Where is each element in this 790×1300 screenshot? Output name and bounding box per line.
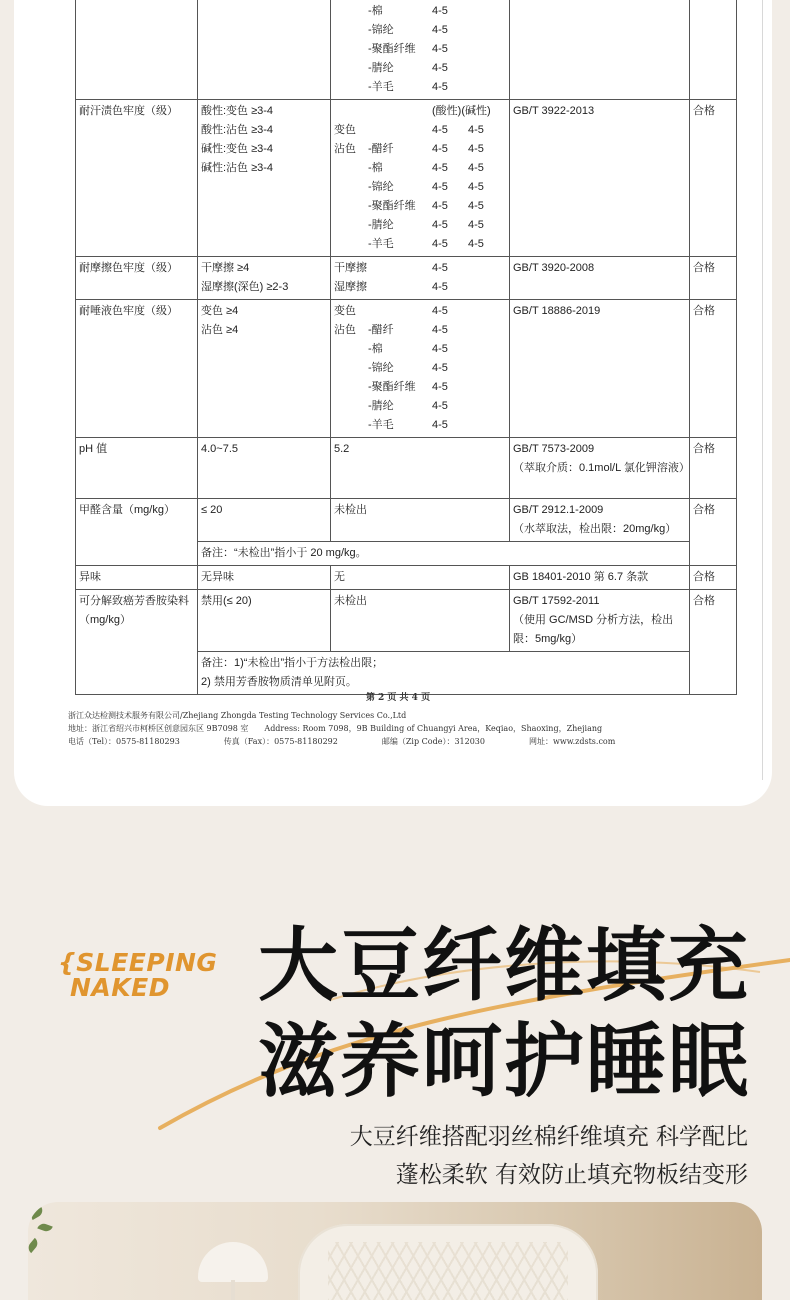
plant-leaf-icon: [28, 1238, 40, 1253]
standard-cell: GB 18401-2010 第 6.7 条款: [510, 566, 690, 590]
address-line: 地址：浙江省绍兴市柯桥区创意园东区 9B7098 室 Address: Room 7098，9B Building of Chuangyi Area，Keqiao，Shaoxing，Zhejiang: [68, 724, 603, 733]
headline-line-1: 大豆纤维填充: [258, 919, 750, 1012]
verdict-cell: 合格: [690, 257, 737, 300]
contact-line: 电话（Tel）：0575-81180293 传真（Fax）：0575-81180292 邮编（Zip Code）：312030 网址：www.zdsts.com: [68, 737, 616, 746]
pillow-knit-texture: [328, 1242, 568, 1300]
table-row: [76, 257, 737, 300]
item-name: 异味: [76, 566, 198, 590]
hero-section: [0, 880, 790, 1210]
headline: [258, 918, 750, 1110]
note-cell: 备注：1)“未检出”指小于方法检出限； 2) 禁用芳香胺物质清单见附页。: [198, 652, 690, 695]
requirement-cell: 变色 ≥4 沾色 ≥4: [198, 300, 331, 438]
verdict-cell: 合格: [690, 499, 737, 566]
verdict-cell: 合格: [690, 300, 737, 438]
result-cell: (酸性)(碱性) 变色 4-5 4-5 沾色 -醋纤 4-5 4-5 -棉 4-5 4-5 -锦纶 4-5 4-5 -聚酯纤维 4-5 4-5 -腈纶 4-5 4-5 -羊毛 4-5 4-5: [331, 100, 510, 257]
result-cell: 5.2: [331, 438, 510, 499]
subtext-line-2: 蓬松柔软 有效防止填充物板结变形: [395, 1162, 748, 1188]
result-cell: 无: [331, 566, 510, 590]
table-row: [76, 566, 737, 590]
item-name: 耐汗渍色牢度（级）: [76, 100, 198, 257]
result-cell: 未检出: [331, 590, 510, 652]
table-row: [76, 499, 737, 542]
item-name: 耐摩擦色牢度（级）: [76, 257, 198, 300]
report-footer: [68, 690, 728, 748]
subtext: [350, 1118, 748, 1194]
page-number: 第 2 页 共 4 页: [365, 693, 431, 703]
requirement-cell: 无异味: [198, 566, 331, 590]
headline-line-2: 滋养呵护睡眠: [258, 1015, 750, 1108]
verdict-cell: 合格: [690, 590, 737, 695]
item-name: 耐唾液色牢度（级）: [76, 300, 198, 438]
table-row: [76, 590, 737, 652]
item-name: pH 值: [76, 438, 198, 499]
standard-cell: GB/T 3920-2008: [510, 257, 690, 300]
table-row: -棉 4-5 -锦纶 4-5 -聚酯纤维 4-5 -腈纶 4-5 -羊毛 4-5: [76, 0, 737, 100]
note-cell: 备注：“未检出”指小于 20 mg/kg。: [198, 542, 690, 566]
standard-cell: GB/T 18886-2019: [510, 300, 690, 438]
lamp-icon: [198, 1242, 268, 1282]
table-row: [76, 438, 737, 499]
standard-cell: GB/T 2912.1-2009 （水萃取法，检出限：20mg/kg）: [510, 499, 690, 542]
brand-tag: {SLEEPING NAKED: [58, 948, 218, 1002]
requirement-cell: 酸性:变色 ≥3-4 酸性:沾色 ≥3-4 碱性:变色 ≥3-4 碱性:沾色 ≥3-4: [198, 100, 331, 257]
product-photo: [28, 1202, 762, 1300]
standard-cell: GB/T 17592-2011 （使用 GC/MSD 分析方法，检出限：5mg/kg）: [510, 590, 690, 652]
subtext-line-1: 大豆纤维搭配羽丝棉纤维填充 科学配比: [349, 1124, 748, 1150]
requirement-cell: 4.0~7.5: [198, 438, 331, 499]
plant-leaf-icon: [37, 1222, 53, 1233]
requirement-cell: ≤ 20: [198, 499, 331, 542]
company-line: 浙江众达检测技术服务有限公司/Zhejiang Zhongda Testing Technology Services Co.,Ltd: [68, 711, 407, 720]
test-report-table: [75, 0, 737, 695]
verdict-cell: 合格: [690, 438, 737, 499]
result-cell: 变色 4-5 沾色 -醋纤 4-5 -棉 4-5 -锦纶 4-5 -聚酯纤维 4-5 -腈纶 4-5 -羊毛 4-5: [331, 300, 510, 438]
item-name: 甲醛含量（mg/kg）: [76, 499, 198, 566]
result-cell: 干摩擦 4-5 湿摩擦 4-5: [331, 257, 510, 300]
report-card: [14, 0, 772, 806]
requirement-cell: 禁用(≤ 20): [198, 590, 331, 652]
table-row: [76, 100, 737, 257]
page-edge: [762, 0, 763, 780]
item-name: 可分解致癌芳香胺染料（mg/kg）: [76, 590, 198, 695]
table-row: [76, 300, 737, 438]
standard-cell: GB/T 3922-2013: [510, 100, 690, 257]
verdict-cell: 合格: [690, 100, 737, 257]
result-cell: 未检出: [331, 499, 510, 542]
verdict-cell: 合格: [690, 566, 737, 590]
lamp-stem: [231, 1280, 235, 1300]
requirement-cell: 干摩擦 ≥4 湿摩擦(深色) ≥2-3: [198, 257, 331, 300]
standard-cell: GB/T 7573-2009 （萃取介质：0.1mol/L 氯化钾溶液）: [510, 438, 690, 499]
